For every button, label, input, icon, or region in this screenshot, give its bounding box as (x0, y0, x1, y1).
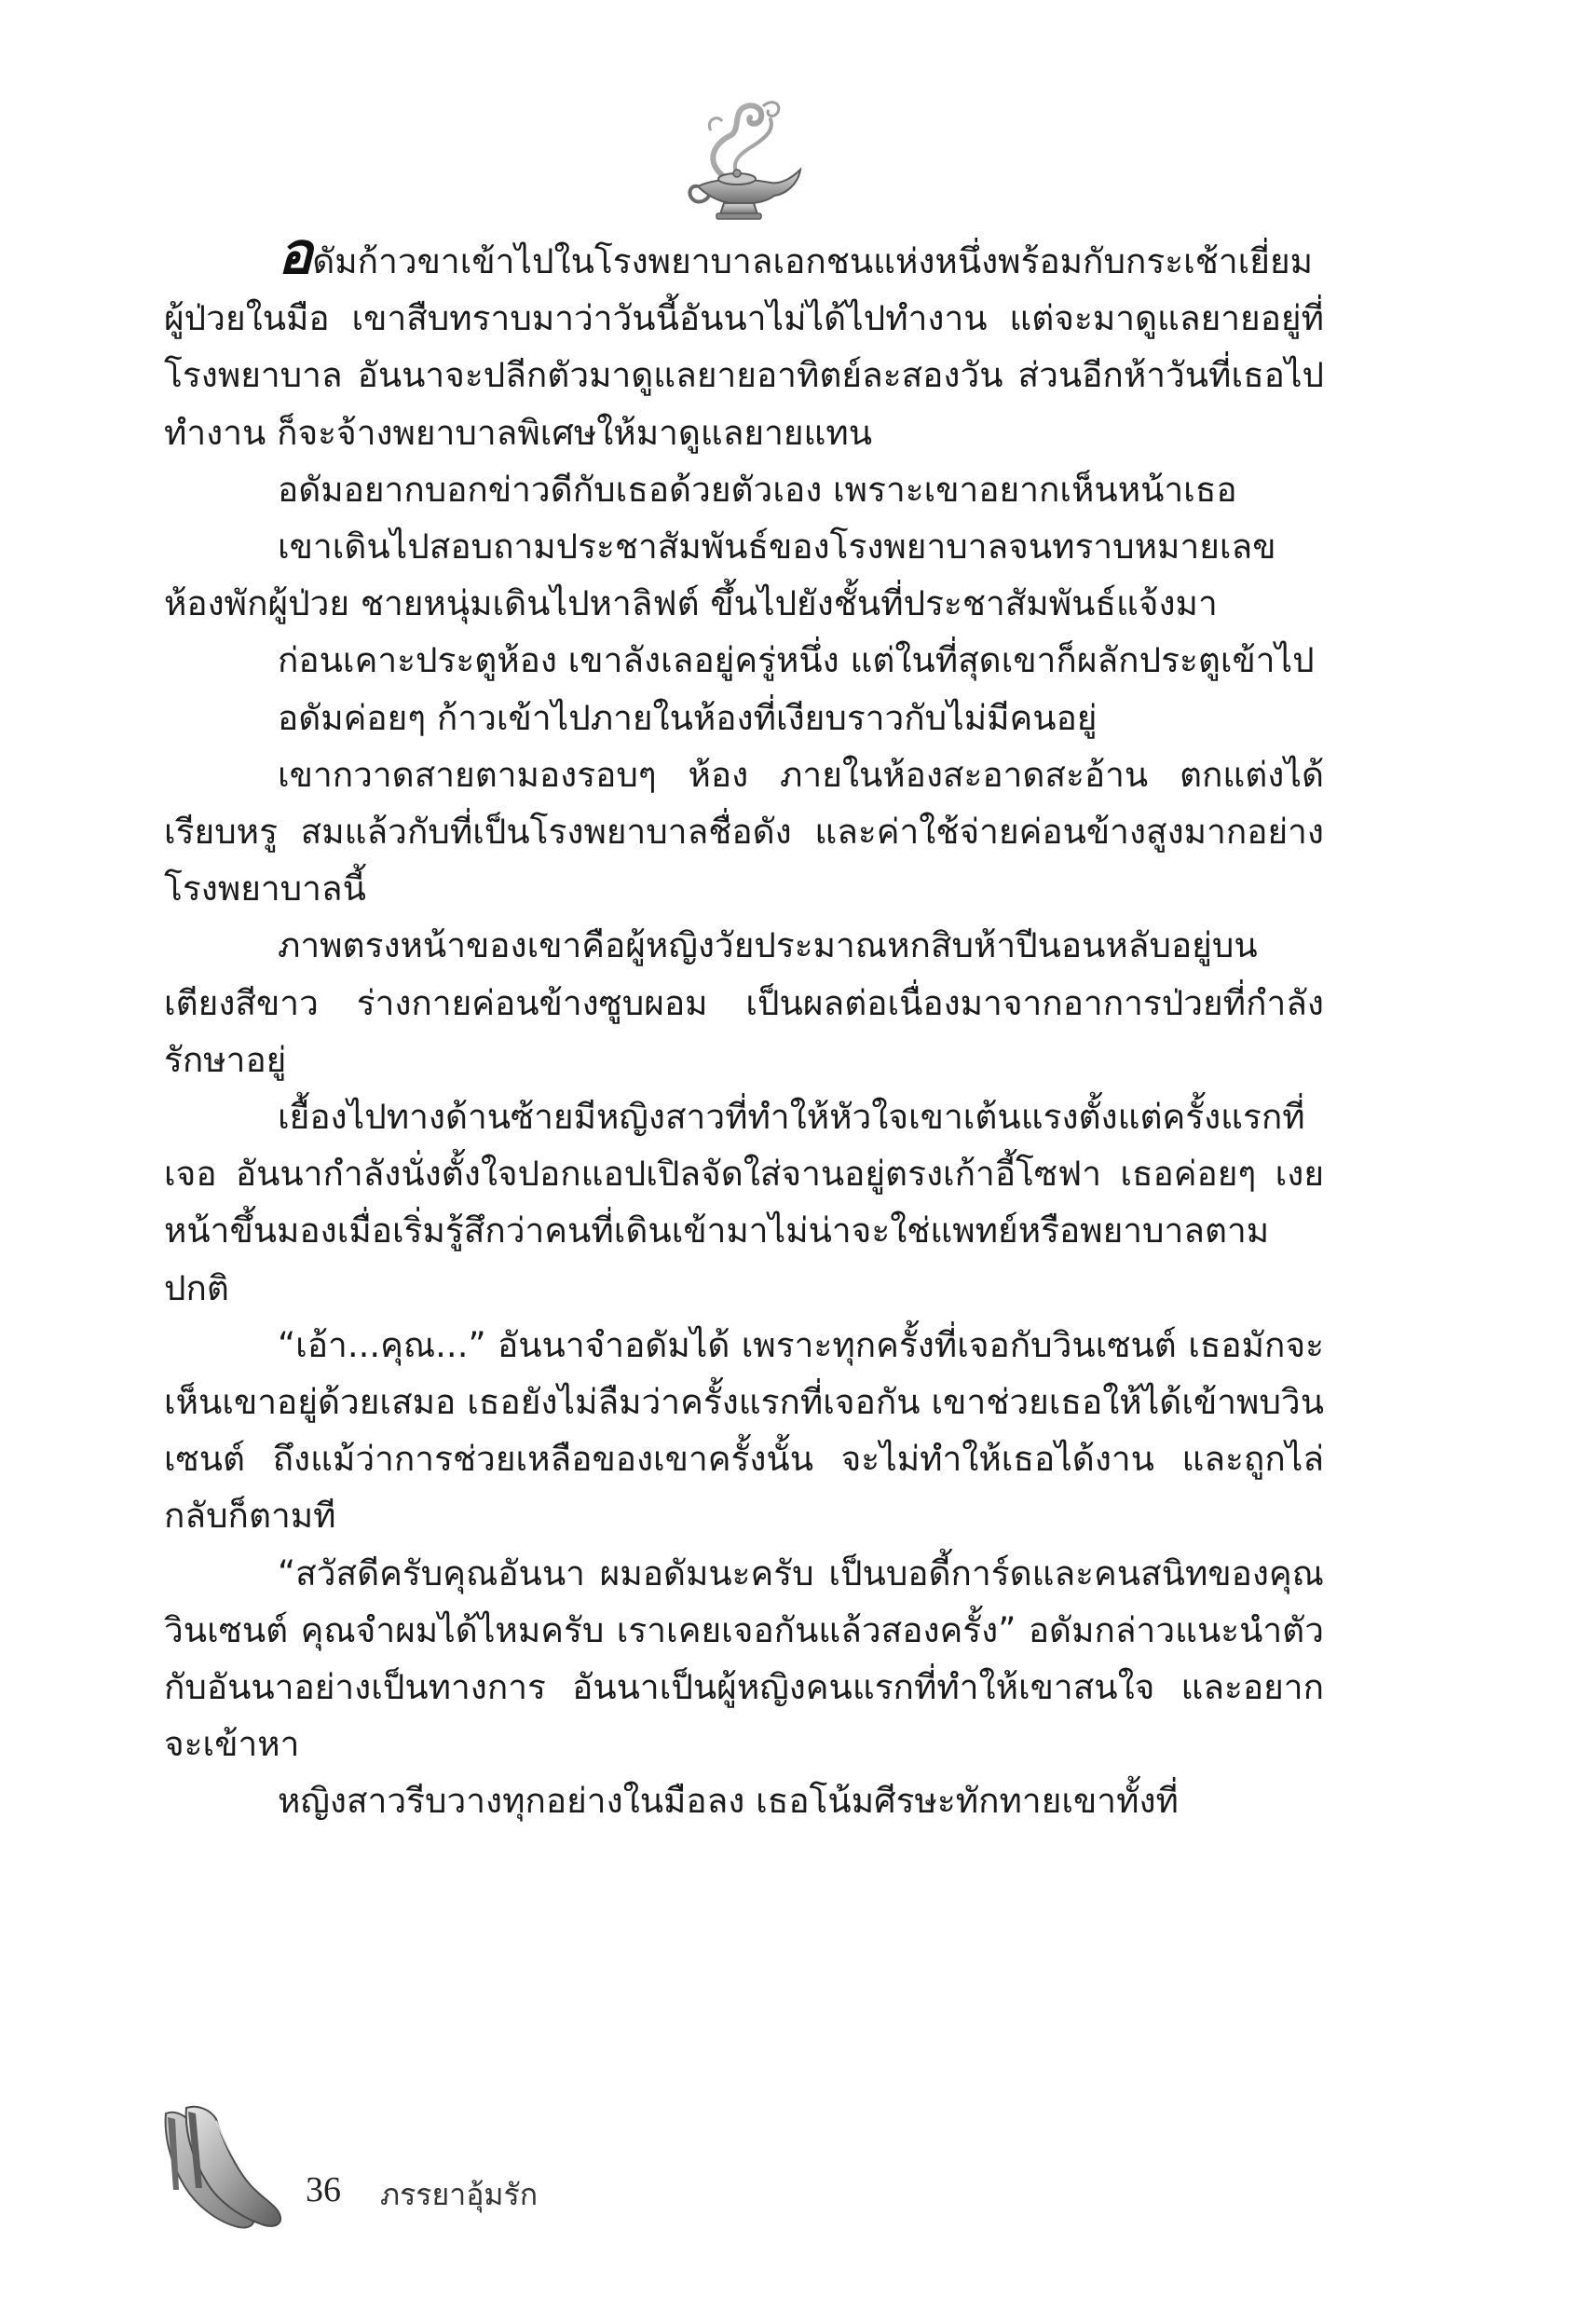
paragraph: อดัมก้าวขาเข้าไปในโรงพยาบาลเอกชนแห่งหนึ่งพร้อมกับกระเช้าเยี่ยมผู้ป่วยในมือ เขาสืบทราบมาว่าวันนี้อันนาไม่ได้ไปทำงาน แต่จะมาดูแลยายอยู่ที่โรงพยาบาล อันนาจะปลีกตัวมาดูแลยายอาทิตย์ละสองวัน ส่วนอีกห้าวันที่เธอไปทำงาน ก็จะจ้างพยาบาลพิเศษให้มาดูแลยายแทน (164, 219, 1324, 453)
paragraph: อดัมอยากบอกข่าวดีกับเธอด้วยตัวเอง เพราะเขาอยากเห็นหน้าเธอ (278, 469, 1237, 510)
book-title: ภรรยาอุ้มรัก (380, 2177, 539, 2212)
genie-lamp-icon (685, 93, 806, 224)
paragraph: ก่อนเคาะประตูห้อง เขาลังเลอยู่ครู่หนึ่ง แต่ในที่สุดเขาก็ผลักประตูเข้าไป (278, 640, 1315, 681)
chapter-body (164, 219, 1324, 1830)
paragraph: เขากวาดสายตามองรอบๆ ห้อง ภายในห้องสะอาดสะอ้าน ตกแต่งได้เรียบหรู สมแล้วกับที่เป็นโรงพยาบาลชื่อดัง และค่าใช้จ่ายค่อนข้างสูงมากอย่างโรงพยาบาลนี้ (164, 754, 1324, 909)
paragraph: “สวัสดีครับคุณอันนา ผมอดัมนะครับ เป็นบอดี้การ์ดและคนสนิทของคุณวินเซนต์ คุณจำผมได้ไหมครับ เราเคยเจอกันแล้วสองครั้ง” อดัมกล่าวแนะนำตัวกับอันนาอย่างเป็นทางการ อันนาเป็นผู้หญิงคนแรกที่ทำให้เขาสนใจ และอยากจะเข้าหา (164, 1552, 1324, 1765)
page-number: 36 (306, 2170, 341, 2209)
paragraph: เขาเดินไปสอบถามประชาสัมพันธ์ของโรงพยาบาลจนทราบหมายเลขห้องพักผู้ป่วย ชายหนุ่มเดินไปหาลิฟต์ ขึ้นไปยังชั้นที่ประชาสัมพันธ์แจ้งมา (164, 526, 1276, 624)
page-footer (158, 2097, 717, 2236)
paragraph: “เอ้า...คุณ...” อันนาจำอดัมได้ เพราะทุกครั้งที่เจอกับวินเซนต์ เธอมักจะเห็นเขาอยู่ด้วยเสมอ เธอยังไม่ลืมว่าครั้งแรกที่เจอกัน เขาช่วยเธอให้ได้เข้าพบวินเซนต์ ถึงแม้ว่าการช่วยเหลือของเขาครั้งนั้น จะไม่ทำให้เธอได้งาน และถูกไล่กลับก็ตามที (164, 1324, 1324, 1537)
paragraph: เยื้องไปทางด้านซ้ายมีหญิงสาวที่ทำให้หัวใจเขาเต้นแรงตั้งแต่ครั้งแรกที่เจอ อันนากำลังนั่งตั้งใจปอกแอปเปิลจัดใส่จานอยู่ตรงเก้าอี้โซฟา เธอค่อยๆ เงยหน้าขึ้นมองเมื่อเริ่มรู้สึกว่าคนที่เดินเข้ามาไม่น่าจะใช่แพทย์หรือพยาบาลตามปกติ (164, 1097, 1324, 1308)
paragraph: อดัมค่อยๆ ก้าวเข้าไปภายในห้องที่เงียบราวกับไม่มีคนอยู่ (278, 697, 1098, 738)
high-heel-shoes-icon (158, 2097, 289, 2236)
paragraph: ภาพตรงหน้าของเขาคือผู้หญิงวัยประมาณหกสิบห้าปีนอนหลับอยู่บนเตียงสีขาว ร่างกายค่อนข้างซูบผอม เป็นผลต่อเนื่องมาจากอาการป่วยที่กำลังรักษาอยู่ (164, 925, 1324, 1080)
drop-cap: อ (278, 219, 313, 287)
paragraph: หญิงสาวรีบวางทุกอย่างในมือลง เธอโน้มศีรษะทักทายเขาทั้งที่ (278, 1781, 1179, 1822)
